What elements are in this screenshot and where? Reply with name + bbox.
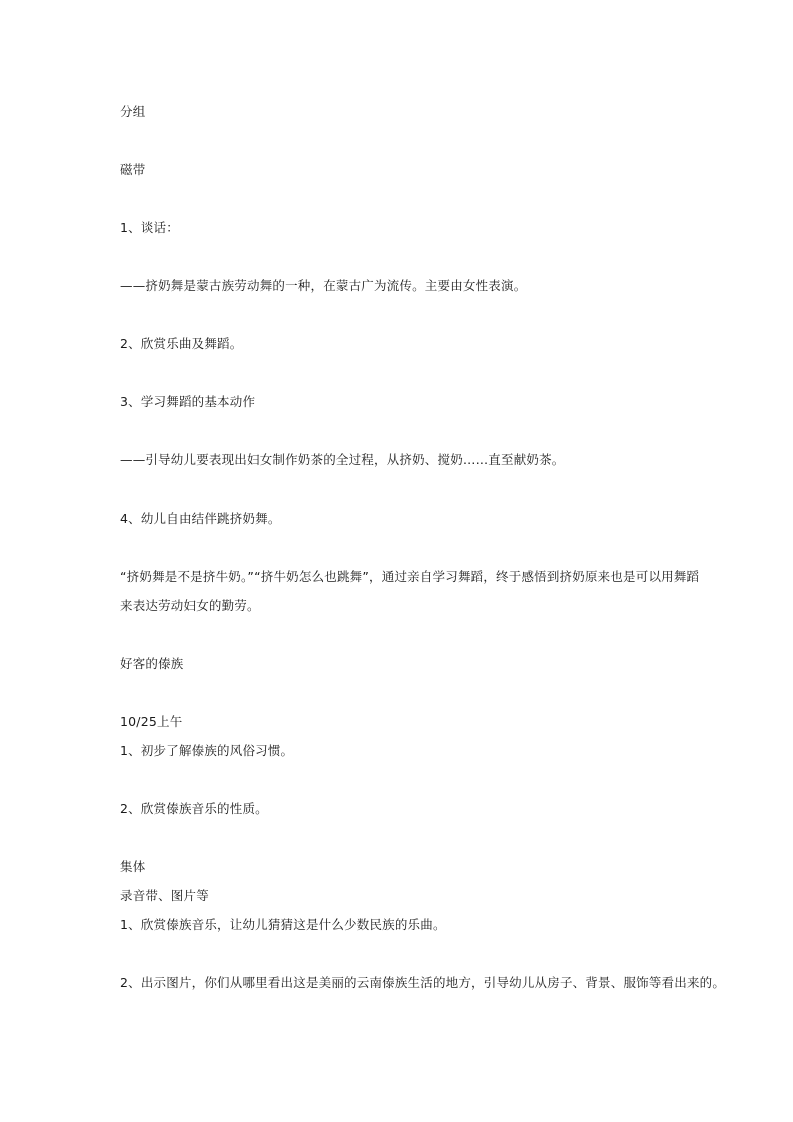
- text-line-goal-2: 2、欣赏傣族音乐的性质。: [120, 801, 268, 816]
- text-line-process-2: 2、出示图片，你们从哪里看出这是美丽的云南傣族生活的地方，引导幼儿从房子、背景、服饰等看出来的。: [120, 975, 726, 990]
- text-line-process-1: 1、欣赏傣族音乐，让幼儿猜猜这是什么少数民族的乐曲。: [120, 917, 446, 932]
- text-line-date: 10/25上午: [120, 714, 183, 729]
- text-line-step-1: 1、谈话：: [120, 220, 179, 235]
- text-line-reflection: “挤奶舞是不是挤牛奶。”“挤牛奶怎么也跳舞”，通过亲自学习舞蹈，终于感悟到挤奶原来也是可以用舞蹈: [120, 569, 700, 584]
- text-line-step-1-detail: ——挤奶舞是蒙古族劳动舞的一种，在蒙古广为流传。主要由女性表演。: [120, 278, 527, 293]
- text-line-form: 集体: [120, 859, 146, 874]
- text-line-step-3: 3、学习舞蹈的基本动作: [120, 394, 256, 409]
- text-line-step-3-detail: ——引导幼儿要表现出妇女制作奶茶的全过程，从挤奶、搅奶……直至献奶茶。: [120, 452, 565, 467]
- text-line-section-title: 好客的傣族: [120, 656, 184, 671]
- text-line-reflection-cont: 来表达劳动妇女的勤劳。: [120, 598, 260, 613]
- text-line-material: 磁带: [120, 162, 146, 177]
- text-line-step-2: 2、欣赏乐曲及舞蹈。: [120, 336, 243, 351]
- text-line-group: 分组: [120, 104, 146, 119]
- text-line-step-4: 4、幼儿自由结伴跳挤奶舞。: [120, 511, 281, 526]
- text-line-goal-1: 1、初步了解傣族的风俗习惯。: [120, 743, 294, 758]
- text-line-materials: 录音带、图片等: [120, 888, 209, 903]
